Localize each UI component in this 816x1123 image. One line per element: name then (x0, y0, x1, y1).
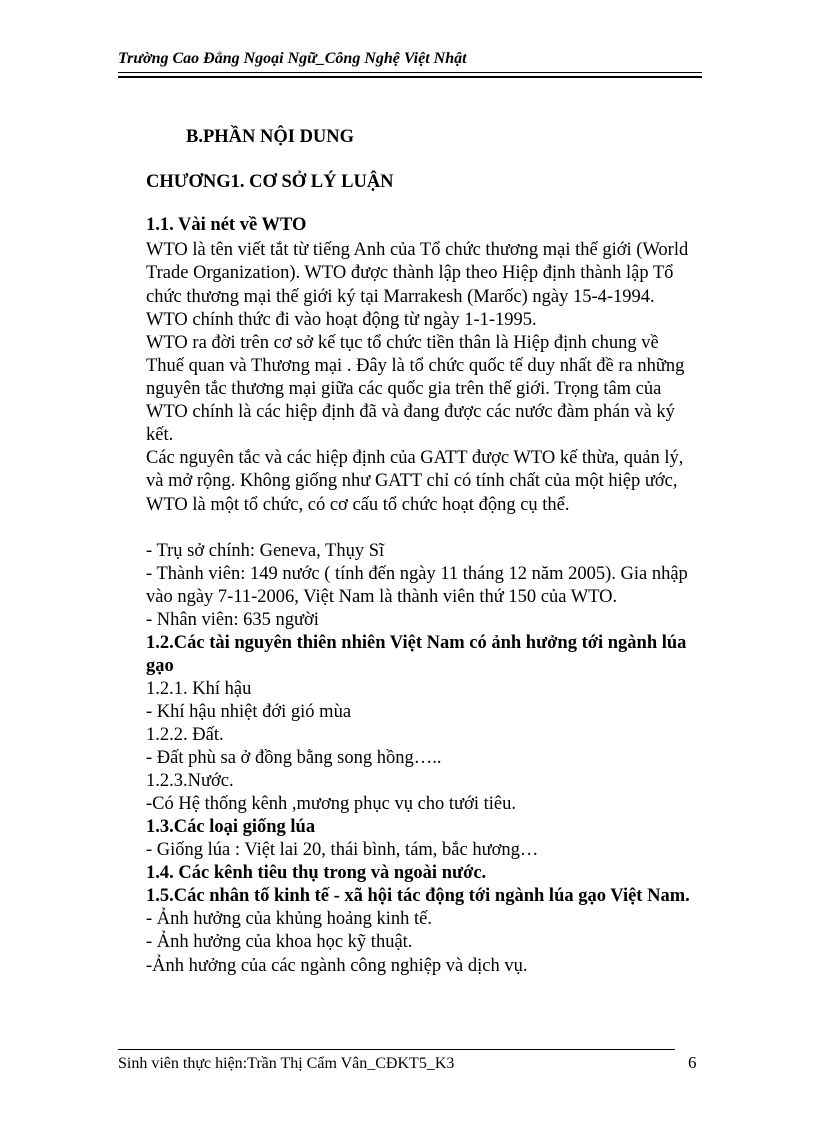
body-line: - Thành viên: 149 nước ( tính đến ngày 11 tháng 12 năm 2005). Gia nhập (146, 564, 688, 584)
body-line: Các nguyên tắc và các hiệp định của GATT được WTO kế thừa, quản lý, (146, 448, 684, 468)
body-line: và mở rộng. Không giống như GATT chỉ có tính chất của một hiệp ước, (146, 471, 678, 491)
body-line: - Khí hậu nhiệt đới gió mùa (146, 702, 352, 722)
body-line: vào ngày 7-11-2006, Việt Nam là thành viên thứ 150 của WTO. (146, 587, 618, 607)
body-line: WTO là một tổ chức, có cơ cấu tổ chức hoạt động cụ thể. (146, 495, 570, 515)
footer-rule (118, 1049, 675, 1050)
section-heading: 1.1. Vài nét về WTO (146, 215, 307, 235)
body-line: - Đất phù sa ở đồng bằng song hồng….. (146, 748, 442, 768)
body-line: WTO chính thức đi vào hoạt động từ ngày 1-1-1995. (146, 310, 537, 330)
body-line: WTO ra đời trên cơ sở kế tục tổ chức tiền thân là Hiệp định chung về (146, 333, 659, 353)
body-line: Trade Organization). WTO được thành lập theo Hiệp định thành lập Tổ (146, 263, 674, 283)
page-number: 6 (688, 1053, 697, 1072)
section-heading: 1.2.Các tài nguyên thiên nhiên Việt Nam có ảnh hưởng tới ngành lúa (146, 633, 687, 653)
body-line: WTO là tên viết tắt từ tiếng Anh của Tổ chức thương mại thế giới (World (146, 240, 689, 260)
section-heading: 1.4. Các kênh tiêu thụ trong và ngoài nước. (146, 863, 487, 883)
body-line: Thuế quan và Thương mại . Đây là tổ chức quốc tế duy nhất đề ra những (146, 356, 685, 376)
body-line: 1.2.3.Nước. (146, 771, 234, 791)
header-rule (118, 72, 702, 73)
section-heading: CHƯƠNG1. CƠ SỞ LÝ LUẬN (146, 172, 394, 192)
body-line: - Nhân viên: 635 người (146, 610, 319, 630)
section-heading: 1.3.Các loại giống lúa (146, 817, 316, 837)
body-line: - Trụ sở chính: Geneva, Thụy Sĩ (146, 541, 385, 561)
body-line: 1.2.1. Khí hậu (146, 679, 252, 699)
header-text: Trường Cao Đẳng Ngoại Ngữ_Công Nghệ Việt Nhật (118, 50, 467, 67)
body-line: -Có Hệ thống kênh ,mương phục vụ cho tưới tiêu. (146, 794, 516, 814)
body-line: 1.2.2. Đất. (146, 725, 224, 745)
body-line: - Ảnh hưởng của khủng hoảng kinh tế. (146, 909, 432, 929)
body-line: - Giống lúa : Việt lai 20, thái bình, tám, bắc hương… (146, 840, 539, 860)
header-rule-thick (118, 76, 702, 78)
body-line: - Ảnh hưởng của khoa học kỹ thuật. (146, 932, 413, 952)
body-line: kết. (146, 425, 174, 445)
section-heading: 1.5.Các nhân tố kinh tế - xã hội tác động tới ngành lúa gạo Việt Nam. (146, 886, 690, 906)
footer-text: Sinh viên thực hiện:Trần Thị Cẩm Vân_CĐKT5_K3 (118, 1055, 455, 1072)
body-line: WTO chính là các hiệp định đã và đang được các nước đàm phán và ký (146, 402, 675, 422)
body-line: chức thương mại thế giới ký tại Marrakesh (Marốc) ngày 15-4-1994. (146, 287, 655, 307)
section-title: B.PHẦN NỘI DUNG (186, 127, 355, 147)
section-heading: gạo (146, 656, 174, 676)
body-line: nguyên tắc thương mại giữa các quốc gia trên thế giới. Trọng tâm của (146, 379, 662, 399)
body-line: -Ảnh hưởng của các ngành công nghiệp và dịch vụ. (146, 956, 528, 976)
